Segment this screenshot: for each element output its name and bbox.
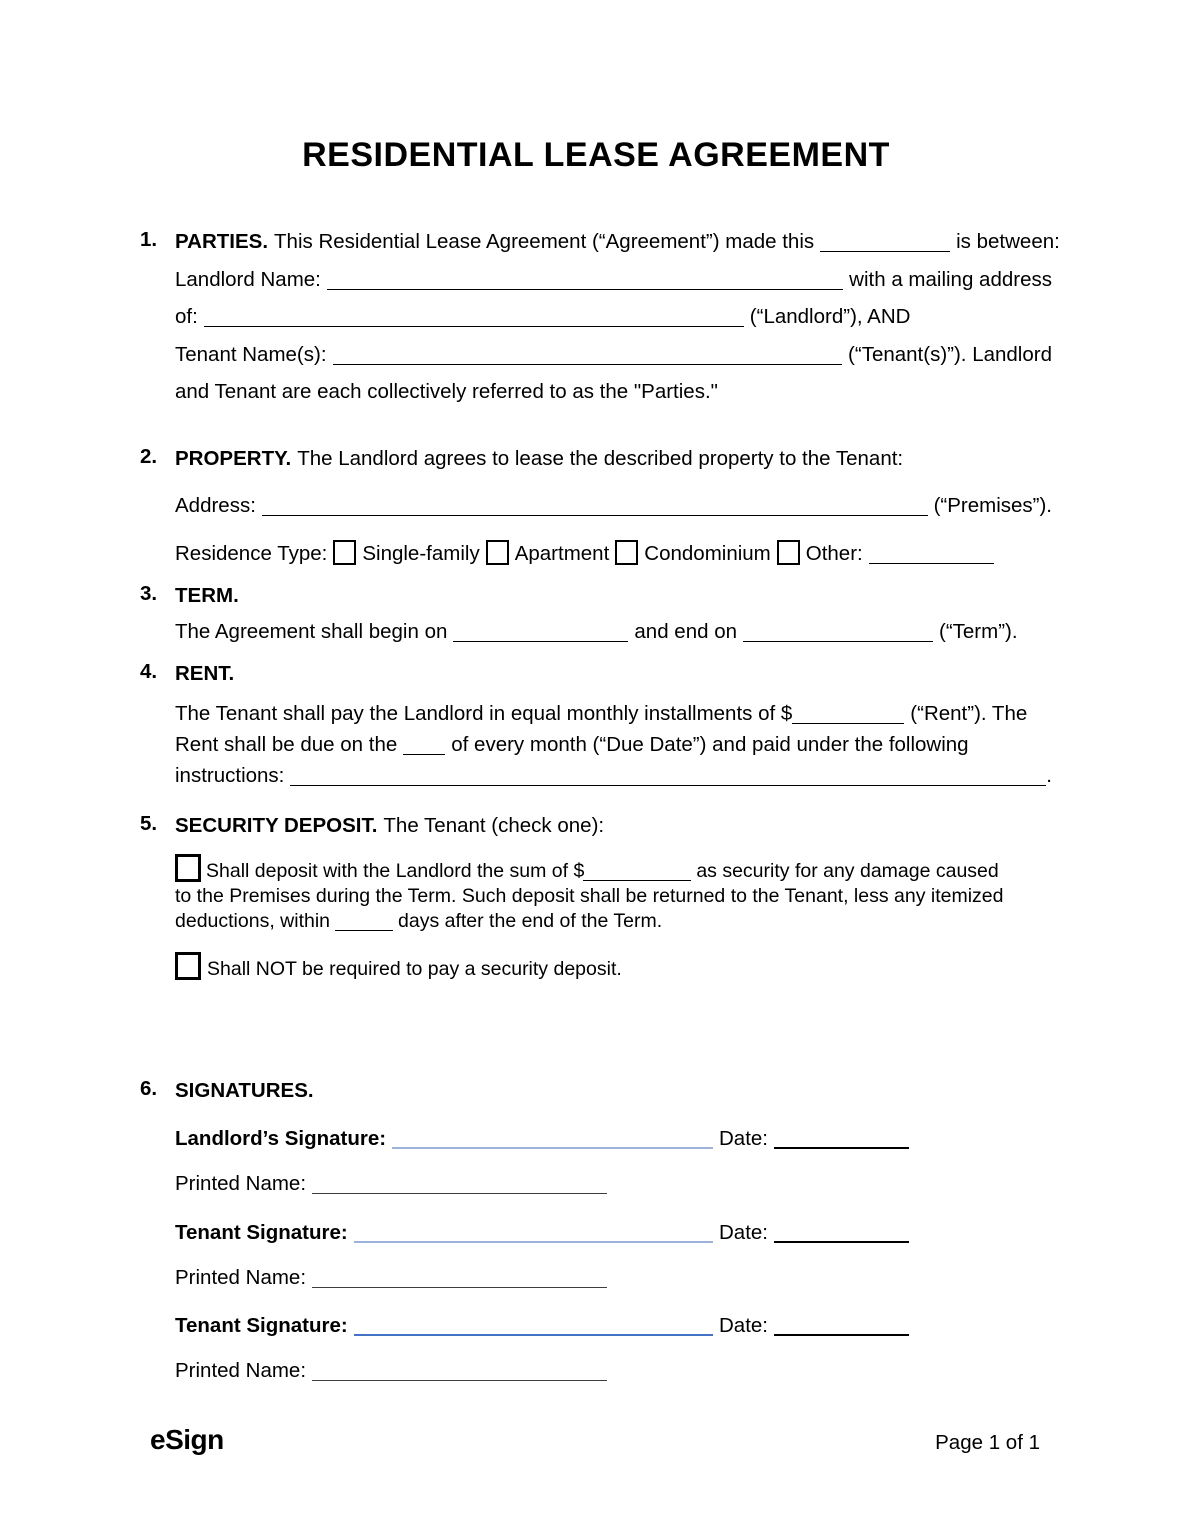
other-blank[interactable]	[869, 563, 994, 564]
section-number: 5.	[140, 812, 158, 835]
tenant2-printed-name-row	[175, 1357, 1052, 1383]
residence-type-label: Residence Type:	[175, 542, 328, 565]
made-this-date-blank[interactable]	[820, 251, 950, 252]
due-date-text: of every month (“Due Date”) and paid under the following	[451, 733, 969, 756]
term-end-text: and end on	[634, 620, 737, 643]
section-heading: PROPERTY.	[175, 447, 292, 470]
deposit-days-blank[interactable]	[335, 930, 393, 931]
tenant-name-blank[interactable]	[333, 364, 843, 365]
instructions-period: .	[1046, 764, 1052, 787]
address-blank[interactable]	[262, 515, 928, 516]
parties-closing-text: and Tenant are each collectively referred to as the "Parties."	[175, 380, 718, 403]
tenant-tag: (“Tenant(s)”). Landlord	[848, 342, 1052, 366]
tenant1-printed-name-row	[175, 1264, 1052, 1290]
tenant-name-label: Tenant Name(s):	[175, 342, 327, 366]
term-end-date-blank[interactable]	[743, 641, 933, 642]
deposit-intro: The Tenant (check one):	[383, 814, 605, 837]
apartment-checkbox[interactable]	[486, 540, 509, 565]
other-label: Other:	[805, 542, 863, 565]
term-dates-line	[175, 618, 1052, 644]
tenant1-signature-blank[interactable]	[354, 1241, 713, 1243]
tenant2-signature-row	[175, 1312, 909, 1338]
single-family-checkbox[interactable]	[333, 540, 356, 565]
section-rent	[140, 660, 1052, 788]
tenant-signature-label: Tenant Signature:	[175, 1314, 348, 1337]
section-property	[140, 445, 1052, 566]
document-content	[140, 0, 1060, 1383]
property-intro: The Landlord agrees to lease the described property to the Tenant:	[297, 447, 904, 470]
condominium-checkbox[interactable]	[615, 540, 638, 565]
rent-due-line	[175, 731, 1052, 757]
deposit-option2-checkbox[interactable]	[175, 952, 201, 980]
landlord-signature-label: Landlord’s Signature:	[175, 1127, 387, 1150]
deposit-heading-line	[175, 812, 1052, 838]
section-heading: PARTIES.	[175, 230, 269, 253]
section-number: 4.	[140, 660, 158, 683]
tenant-name-line	[175, 341, 1052, 367]
section-heading: TERM.	[175, 584, 239, 607]
section-heading: SECURITY DEPOSIT.	[175, 814, 378, 837]
printed-name-label: Printed Name:	[175, 1266, 307, 1289]
deposit-option-2	[175, 955, 1052, 981]
apartment-label: Apartment	[514, 542, 610, 565]
tenant2-date-blank[interactable]	[774, 1334, 909, 1336]
tenant1-printed-name-blank[interactable]	[312, 1287, 607, 1288]
landlord-signature-row	[175, 1125, 909, 1151]
premises-tag: (“Premises”).	[933, 494, 1052, 517]
rent-amount-text: The Tenant shall pay the Landlord in equal monthly installments of $	[175, 702, 793, 725]
no-deposit-text: Shall NOT be required to pay a security deposit.	[207, 958, 622, 980]
landlord-tag: (“Landlord”), AND	[749, 305, 911, 328]
landlord-name-post: with a mailing address	[849, 267, 1052, 291]
property-heading-line	[175, 445, 1052, 471]
parties-text: This Residential Lease Agreement (“Agreement”) made this	[274, 230, 815, 253]
rent-amount-line	[175, 700, 1052, 726]
date-label: Date:	[719, 1314, 768, 1337]
printed-name-label: Printed Name:	[175, 1172, 307, 1195]
esign-logo: eSign	[150, 1424, 224, 1455]
instructions-label: instructions:	[175, 764, 285, 787]
address-label: Address:	[175, 494, 256, 517]
term-start-date-blank[interactable]	[453, 641, 628, 642]
landlord-printed-name-blank[interactable]	[312, 1193, 607, 1194]
single-family-label: Single-family	[362, 542, 480, 565]
landlord-date-blank[interactable]	[774, 1147, 909, 1149]
rent-instructions-line	[175, 762, 1052, 788]
of-label: of:	[175, 305, 198, 328]
landlord-printed-name-row	[175, 1170, 1052, 1196]
tenant1-signature-row	[175, 1219, 909, 1245]
rent-due-text: Rent shall be due on the	[175, 733, 398, 756]
section-parties	[140, 228, 1060, 404]
deposit-amount-blank[interactable]	[583, 880, 691, 881]
section-number: 2.	[140, 445, 158, 468]
deposit-option-1	[175, 858, 1052, 933]
condominium-label: Condominium	[644, 542, 771, 565]
rent-tag: (“Rent”). The	[910, 702, 1028, 725]
address-line	[175, 492, 1052, 518]
tenant2-signature-blank[interactable]	[354, 1334, 713, 1336]
document-title: RESIDENTIAL LEASE AGREEMENT	[302, 136, 890, 174]
section-signatures	[140, 1077, 1052, 1383]
section-number: 6.	[140, 1077, 158, 1100]
term-heading-line	[175, 582, 1052, 608]
section-heading: RENT.	[175, 662, 235, 685]
landlord-name-line	[175, 266, 1052, 292]
residence-type-line	[175, 540, 1052, 566]
other-checkbox[interactable]	[777, 540, 800, 565]
parties-line-1	[175, 228, 1060, 254]
page-footer	[150, 1424, 1040, 1456]
printed-name-label: Printed Name:	[175, 1359, 307, 1382]
term-tag: (“Term”).	[939, 620, 1018, 643]
section-heading: SIGNATURES.	[175, 1079, 314, 1102]
deposit-option1-line3	[175, 908, 1052, 933]
mailing-address-line	[175, 303, 1052, 329]
deposit-deductions-text: deductions, within	[175, 910, 331, 932]
landlord-signature-blank[interactable]	[392, 1147, 713, 1149]
page-number: Page 1 of 1	[935, 1431, 1040, 1454]
section-number: 1.	[140, 228, 158, 251]
deposit-sum-text: Shall deposit with the Landlord the sum of $	[206, 860, 585, 882]
deposit-security-text: as security for any damage caused	[696, 860, 999, 882]
rent-heading-line	[175, 660, 1052, 686]
deposit-option1-line1	[175, 858, 1052, 883]
deposit-option1-line2	[175, 883, 1052, 908]
tenant2-printed-name-blank[interactable]	[312, 1380, 607, 1381]
term-begin-text: The Agreement shall begin on	[175, 620, 448, 643]
landlord-name-label: Landlord Name:	[175, 267, 321, 291]
date-label: Date:	[719, 1221, 768, 1244]
parties-text: is between:	[956, 230, 1060, 253]
landlord-name-blank[interactable]	[327, 289, 843, 290]
deposit-term-end-text: days after the end of the Term.	[398, 910, 663, 932]
parties-closing-line	[175, 378, 1052, 404]
mailing-address-blank[interactable]	[204, 326, 744, 327]
deposit-return-text: to the Premises during the Term. Such deposit shall be returned to the Tenant, less any itemized	[175, 885, 1004, 907]
section-term	[140, 582, 1052, 644]
date-label: Date:	[719, 1127, 768, 1150]
due-day-blank[interactable]	[403, 754, 445, 755]
tenant-signature-label: Tenant Signature:	[175, 1221, 348, 1244]
deposit-option1-checkbox[interactable]	[175, 854, 201, 882]
rent-amount-blank[interactable]	[792, 723, 904, 724]
instructions-blank[interactable]	[290, 785, 1046, 786]
section-security-deposit	[140, 812, 1052, 981]
signatures-heading-line	[175, 1077, 1052, 1103]
section-number: 3.	[140, 582, 158, 605]
tenant1-date-blank[interactable]	[774, 1241, 909, 1243]
